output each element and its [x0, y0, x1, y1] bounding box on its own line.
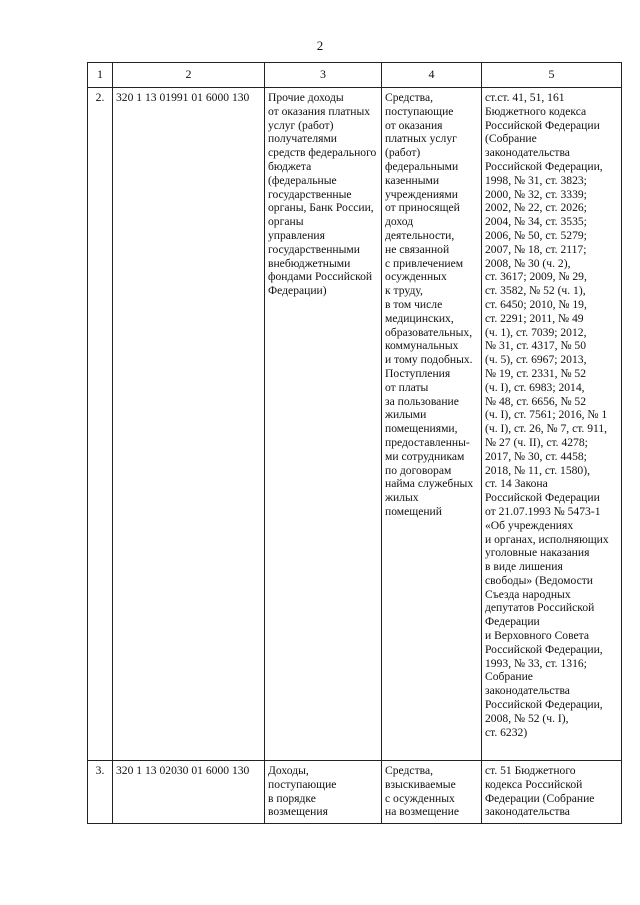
- income-name: Доходы, поступающие в порядке возмещения: [265, 761, 382, 824]
- budget-code: 320 1 13 01991 01 6000 130: [113, 88, 265, 761]
- legal-basis: ст. 51 Бюджетного кодекса Российской Федерации (Собрание законодательства: [482, 761, 622, 824]
- legal-basis: ст.ст. 41, 51, 161 Бюджетного кодекса Российской Федерации (Собрание законодательства Российской Федерации, 1998, № 31, ст. 3823; 2000, № 32, ст. 3339; 2002, № 22, ст. 2026; 2004, № 34, ст. 3535; 2006, № 50, ст. 5279; 2007, № 18, ст. 2117; 2008, № 30 (ч. 2), ст. 3617; 2009, № 29, ст. 3582, № 52 (ч. 1), ст. 6450; 2010, № 19, ст. 2291; 2011, № 49 (ч. 1), ст. 7039; 2012, № 31, ст. 4317, № 50 (ч. 5), ст. 6967; 2013, № 19, ст. 2331, № 52 (ч. I), ст. 6983; 2014, № 48, ст. 6656, № 52 (ч. I), ст. 7561; 2016, № 1 (ч. I), ст. 26, № 7, ст. 911, № 27 (ч. II), ст. 4278; 2017, № 30, ст. 4458; 2018, № 11, ст. 1580), ст. 14 Закона Российской Федерации от 21.07.1993 № 5473-1 «Об учреждениях и органах, исполняющих уголовные наказания в виде лишения свободы» (Ведомости Съезда народных депутатов Российской Федерации и Верховного Совета Российской Федерации, 1993, № 33, ст. 1316; Собрание законодательства Российской Федерации, 2008, № 52 (ч. I), ст. 6232): [482, 88, 622, 761]
- income-table: [87, 62, 622, 824]
- table-row: [88, 761, 622, 824]
- table-header-row: [88, 63, 622, 88]
- budget-code: 320 1 13 02030 01 6000 130: [113, 761, 265, 824]
- header-col-1: 1: [88, 63, 113, 88]
- page-number: 2: [316, 38, 324, 53]
- income-name: Прочие доходы от оказания платных услуг (работ) получателями средств федерального бюджета (федеральные государственные органы, Банк России, органы управления государственными внебюджетными фондами Российской Федерации): [265, 88, 382, 761]
- income-description: Средства, поступающие от оказания платных услуг (работ) федеральными казенными учреждениями от приносящей доход деятельности, не связанной с привлечением осужденных к труду, в том числе медицинских, образовательных, коммунальных и тому подобных. Поступления от платы за пользование жилыми помещениями, предоставленны- ми сотрудникам по договорам найма служебных жилых помещений: [382, 88, 482, 761]
- header-col-2: 2: [113, 63, 265, 88]
- row-number: 2.: [88, 88, 113, 761]
- header-col-3: 3: [265, 63, 382, 88]
- header-col-5: 5: [482, 63, 622, 88]
- header-col-4: 4: [382, 63, 482, 88]
- row-number: 3.: [88, 761, 113, 824]
- table-row: [88, 88, 622, 761]
- income-description: Средства, взыскиваемые с осужденных на возмещение: [382, 761, 482, 824]
